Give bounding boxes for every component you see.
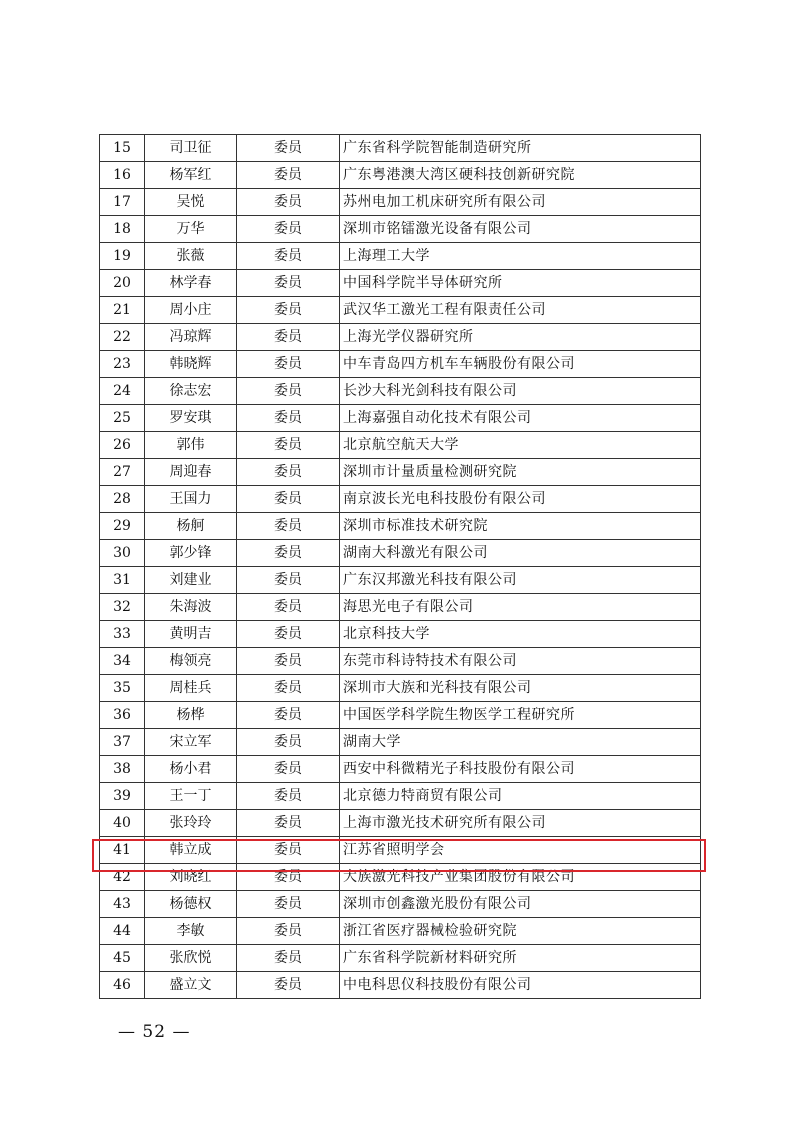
member-role: 委员 xyxy=(237,540,340,567)
member-role: 委员 xyxy=(237,567,340,594)
row-number: 17 xyxy=(100,189,145,216)
member-name: 杨军红 xyxy=(145,162,237,189)
row-number: 34 xyxy=(100,648,145,675)
table-row xyxy=(100,891,701,918)
member-organization: 上海嘉强自动化技术有限公司 xyxy=(340,405,701,432)
row-number: 25 xyxy=(100,405,145,432)
member-name: 韩晓辉 xyxy=(145,351,237,378)
row-number: 32 xyxy=(100,594,145,621)
row-number: 41 xyxy=(100,837,145,864)
table-row xyxy=(100,783,701,810)
table-row xyxy=(100,216,701,243)
member-organization: 广东省科学院新材料研究所 xyxy=(340,945,701,972)
row-number: 15 xyxy=(100,135,145,162)
table-row xyxy=(100,405,701,432)
row-number: 22 xyxy=(100,324,145,351)
table-row xyxy=(100,648,701,675)
member-table xyxy=(99,134,701,999)
member-role: 委员 xyxy=(237,270,340,297)
member-organization: 北京科技大学 xyxy=(340,621,701,648)
member-organization: 上海市激光技术研究所有限公司 xyxy=(340,810,701,837)
table-row xyxy=(100,540,701,567)
page-number: — 52 — xyxy=(118,1022,191,1042)
member-organization: 深圳市标准技术研究院 xyxy=(340,513,701,540)
table-row xyxy=(100,162,701,189)
member-organization: 深圳市大族和光科技有限公司 xyxy=(340,675,701,702)
row-number: 21 xyxy=(100,297,145,324)
member-organization: 深圳市铭镭激光设备有限公司 xyxy=(340,216,701,243)
member-organization: 北京航空航天大学 xyxy=(340,432,701,459)
member-name: 冯琼辉 xyxy=(145,324,237,351)
table-row xyxy=(100,945,701,972)
member-organization: 东莞市科诗特技术有限公司 xyxy=(340,648,701,675)
table-row xyxy=(100,189,701,216)
table-row xyxy=(100,270,701,297)
row-number: 27 xyxy=(100,459,145,486)
row-number: 26 xyxy=(100,432,145,459)
member-name: 张欣悦 xyxy=(145,945,237,972)
member-organization: 武汉华工激光工程有限责任公司 xyxy=(340,297,701,324)
row-number: 29 xyxy=(100,513,145,540)
table-row xyxy=(100,702,701,729)
member-role: 委员 xyxy=(237,243,340,270)
table-row xyxy=(100,864,701,891)
table-row xyxy=(100,135,701,162)
row-number: 45 xyxy=(100,945,145,972)
member-name: 朱海波 xyxy=(145,594,237,621)
table-row xyxy=(100,729,701,756)
table-row xyxy=(100,621,701,648)
member-organization: 广东汉邦激光科技有限公司 xyxy=(340,567,701,594)
member-organization: 江苏省照明学会 xyxy=(340,837,701,864)
member-name: 王一丁 xyxy=(145,783,237,810)
member-organization: 上海光学仪器研究所 xyxy=(340,324,701,351)
member-name: 吴悦 xyxy=(145,189,237,216)
member-name: 梅领亮 xyxy=(145,648,237,675)
member-organization: 中国医学科学院生物医学工程研究所 xyxy=(340,702,701,729)
row-number: 23 xyxy=(100,351,145,378)
member-organization: 大族激光科技产业集团股份有限公司 xyxy=(340,864,701,891)
table-row xyxy=(100,837,701,864)
member-name: 周小庄 xyxy=(145,297,237,324)
table-row xyxy=(100,432,701,459)
row-number: 46 xyxy=(100,972,145,999)
member-role: 委员 xyxy=(237,810,340,837)
member-name: 郭伟 xyxy=(145,432,237,459)
member-role: 委员 xyxy=(237,459,340,486)
member-role: 委员 xyxy=(237,594,340,621)
member-role: 委员 xyxy=(237,486,340,513)
member-organization: 广东粤港澳大湾区硬科技创新研究院 xyxy=(340,162,701,189)
member-name: 周迎春 xyxy=(145,459,237,486)
row-number: 38 xyxy=(100,756,145,783)
member-name: 林学春 xyxy=(145,270,237,297)
member-name: 张薇 xyxy=(145,243,237,270)
member-name: 张玲玲 xyxy=(145,810,237,837)
member-role: 委员 xyxy=(237,216,340,243)
table-row xyxy=(100,675,701,702)
member-name: 李敏 xyxy=(145,918,237,945)
member-role: 委员 xyxy=(237,702,340,729)
row-number: 19 xyxy=(100,243,145,270)
member-role: 委员 xyxy=(237,918,340,945)
row-number: 43 xyxy=(100,891,145,918)
member-role: 委员 xyxy=(237,162,340,189)
row-number: 44 xyxy=(100,918,145,945)
row-number: 40 xyxy=(100,810,145,837)
member-role: 委员 xyxy=(237,837,340,864)
row-number: 42 xyxy=(100,864,145,891)
member-name: 徐志宏 xyxy=(145,378,237,405)
table-row xyxy=(100,378,701,405)
member-role: 委员 xyxy=(237,621,340,648)
member-organization: 西安中科微精光子科技股份有限公司 xyxy=(340,756,701,783)
member-organization: 浙江省医疗器械检验研究院 xyxy=(340,918,701,945)
table-row xyxy=(100,972,701,999)
table-row xyxy=(100,297,701,324)
member-organization: 长沙大科光剑科技有限公司 xyxy=(340,378,701,405)
member-organization: 海思光电子有限公司 xyxy=(340,594,701,621)
member-organization: 上海理工大学 xyxy=(340,243,701,270)
member-role: 委员 xyxy=(237,378,340,405)
member-organization: 湖南大学 xyxy=(340,729,701,756)
table-row xyxy=(100,243,701,270)
row-number: 24 xyxy=(100,378,145,405)
member-organization: 北京德力特商贸有限公司 xyxy=(340,783,701,810)
member-name: 杨舸 xyxy=(145,513,237,540)
member-organization: 中车青岛四方机车车辆股份有限公司 xyxy=(340,351,701,378)
member-name: 司卫征 xyxy=(145,135,237,162)
table-row xyxy=(100,810,701,837)
member-name: 韩立成 xyxy=(145,837,237,864)
row-number: 30 xyxy=(100,540,145,567)
table-row xyxy=(100,486,701,513)
member-name: 周桂兵 xyxy=(145,675,237,702)
member-role: 委员 xyxy=(237,297,340,324)
table-row xyxy=(100,756,701,783)
member-organization: 广东省科学院智能制造研究所 xyxy=(340,135,701,162)
table-row xyxy=(100,459,701,486)
table-row xyxy=(100,594,701,621)
member-role: 委员 xyxy=(237,405,340,432)
member-role: 委员 xyxy=(237,324,340,351)
member-role: 委员 xyxy=(237,675,340,702)
member-name: 郭少锋 xyxy=(145,540,237,567)
row-number: 18 xyxy=(100,216,145,243)
member-role: 委员 xyxy=(237,756,340,783)
table-row xyxy=(100,567,701,594)
row-number: 35 xyxy=(100,675,145,702)
member-role: 委员 xyxy=(237,513,340,540)
member-role: 委员 xyxy=(237,189,340,216)
row-number: 31 xyxy=(100,567,145,594)
member-name: 黄明吉 xyxy=(145,621,237,648)
member-organization: 深圳市计量质量检测研究院 xyxy=(340,459,701,486)
row-number: 39 xyxy=(100,783,145,810)
member-role: 委员 xyxy=(237,891,340,918)
row-number: 28 xyxy=(100,486,145,513)
row-number: 37 xyxy=(100,729,145,756)
member-organization: 中国科学院半导体研究所 xyxy=(340,270,701,297)
member-name: 杨德权 xyxy=(145,891,237,918)
member-role: 委员 xyxy=(237,972,340,999)
member-name: 盛立文 xyxy=(145,972,237,999)
member-role: 委员 xyxy=(237,648,340,675)
member-name: 罗安琪 xyxy=(145,405,237,432)
row-number: 33 xyxy=(100,621,145,648)
member-name: 刘晓红 xyxy=(145,864,237,891)
table-body xyxy=(100,135,701,999)
member-organization: 南京波长光电科技股份有限公司 xyxy=(340,486,701,513)
row-number: 16 xyxy=(100,162,145,189)
member-role: 委员 xyxy=(237,864,340,891)
member-role: 委员 xyxy=(237,432,340,459)
member-role: 委员 xyxy=(237,945,340,972)
member-organization: 深圳市创鑫激光股份有限公司 xyxy=(340,891,701,918)
member-name: 刘建业 xyxy=(145,567,237,594)
member-role: 委员 xyxy=(237,783,340,810)
member-name: 王国力 xyxy=(145,486,237,513)
member-role: 委员 xyxy=(237,351,340,378)
table-row xyxy=(100,324,701,351)
member-name: 杨小君 xyxy=(145,756,237,783)
member-organization: 湖南大科激光有限公司 xyxy=(340,540,701,567)
table-row xyxy=(100,513,701,540)
member-role: 委员 xyxy=(237,729,340,756)
table-row xyxy=(100,351,701,378)
member-organization: 中电科思仪科技股份有限公司 xyxy=(340,972,701,999)
member-name: 杨桦 xyxy=(145,702,237,729)
table-row xyxy=(100,918,701,945)
member-name: 宋立军 xyxy=(145,729,237,756)
row-number: 36 xyxy=(100,702,145,729)
member-name: 万华 xyxy=(145,216,237,243)
row-number: 20 xyxy=(100,270,145,297)
member-organization: 苏州电加工机床研究所有限公司 xyxy=(340,189,701,216)
member-role: 委员 xyxy=(237,135,340,162)
